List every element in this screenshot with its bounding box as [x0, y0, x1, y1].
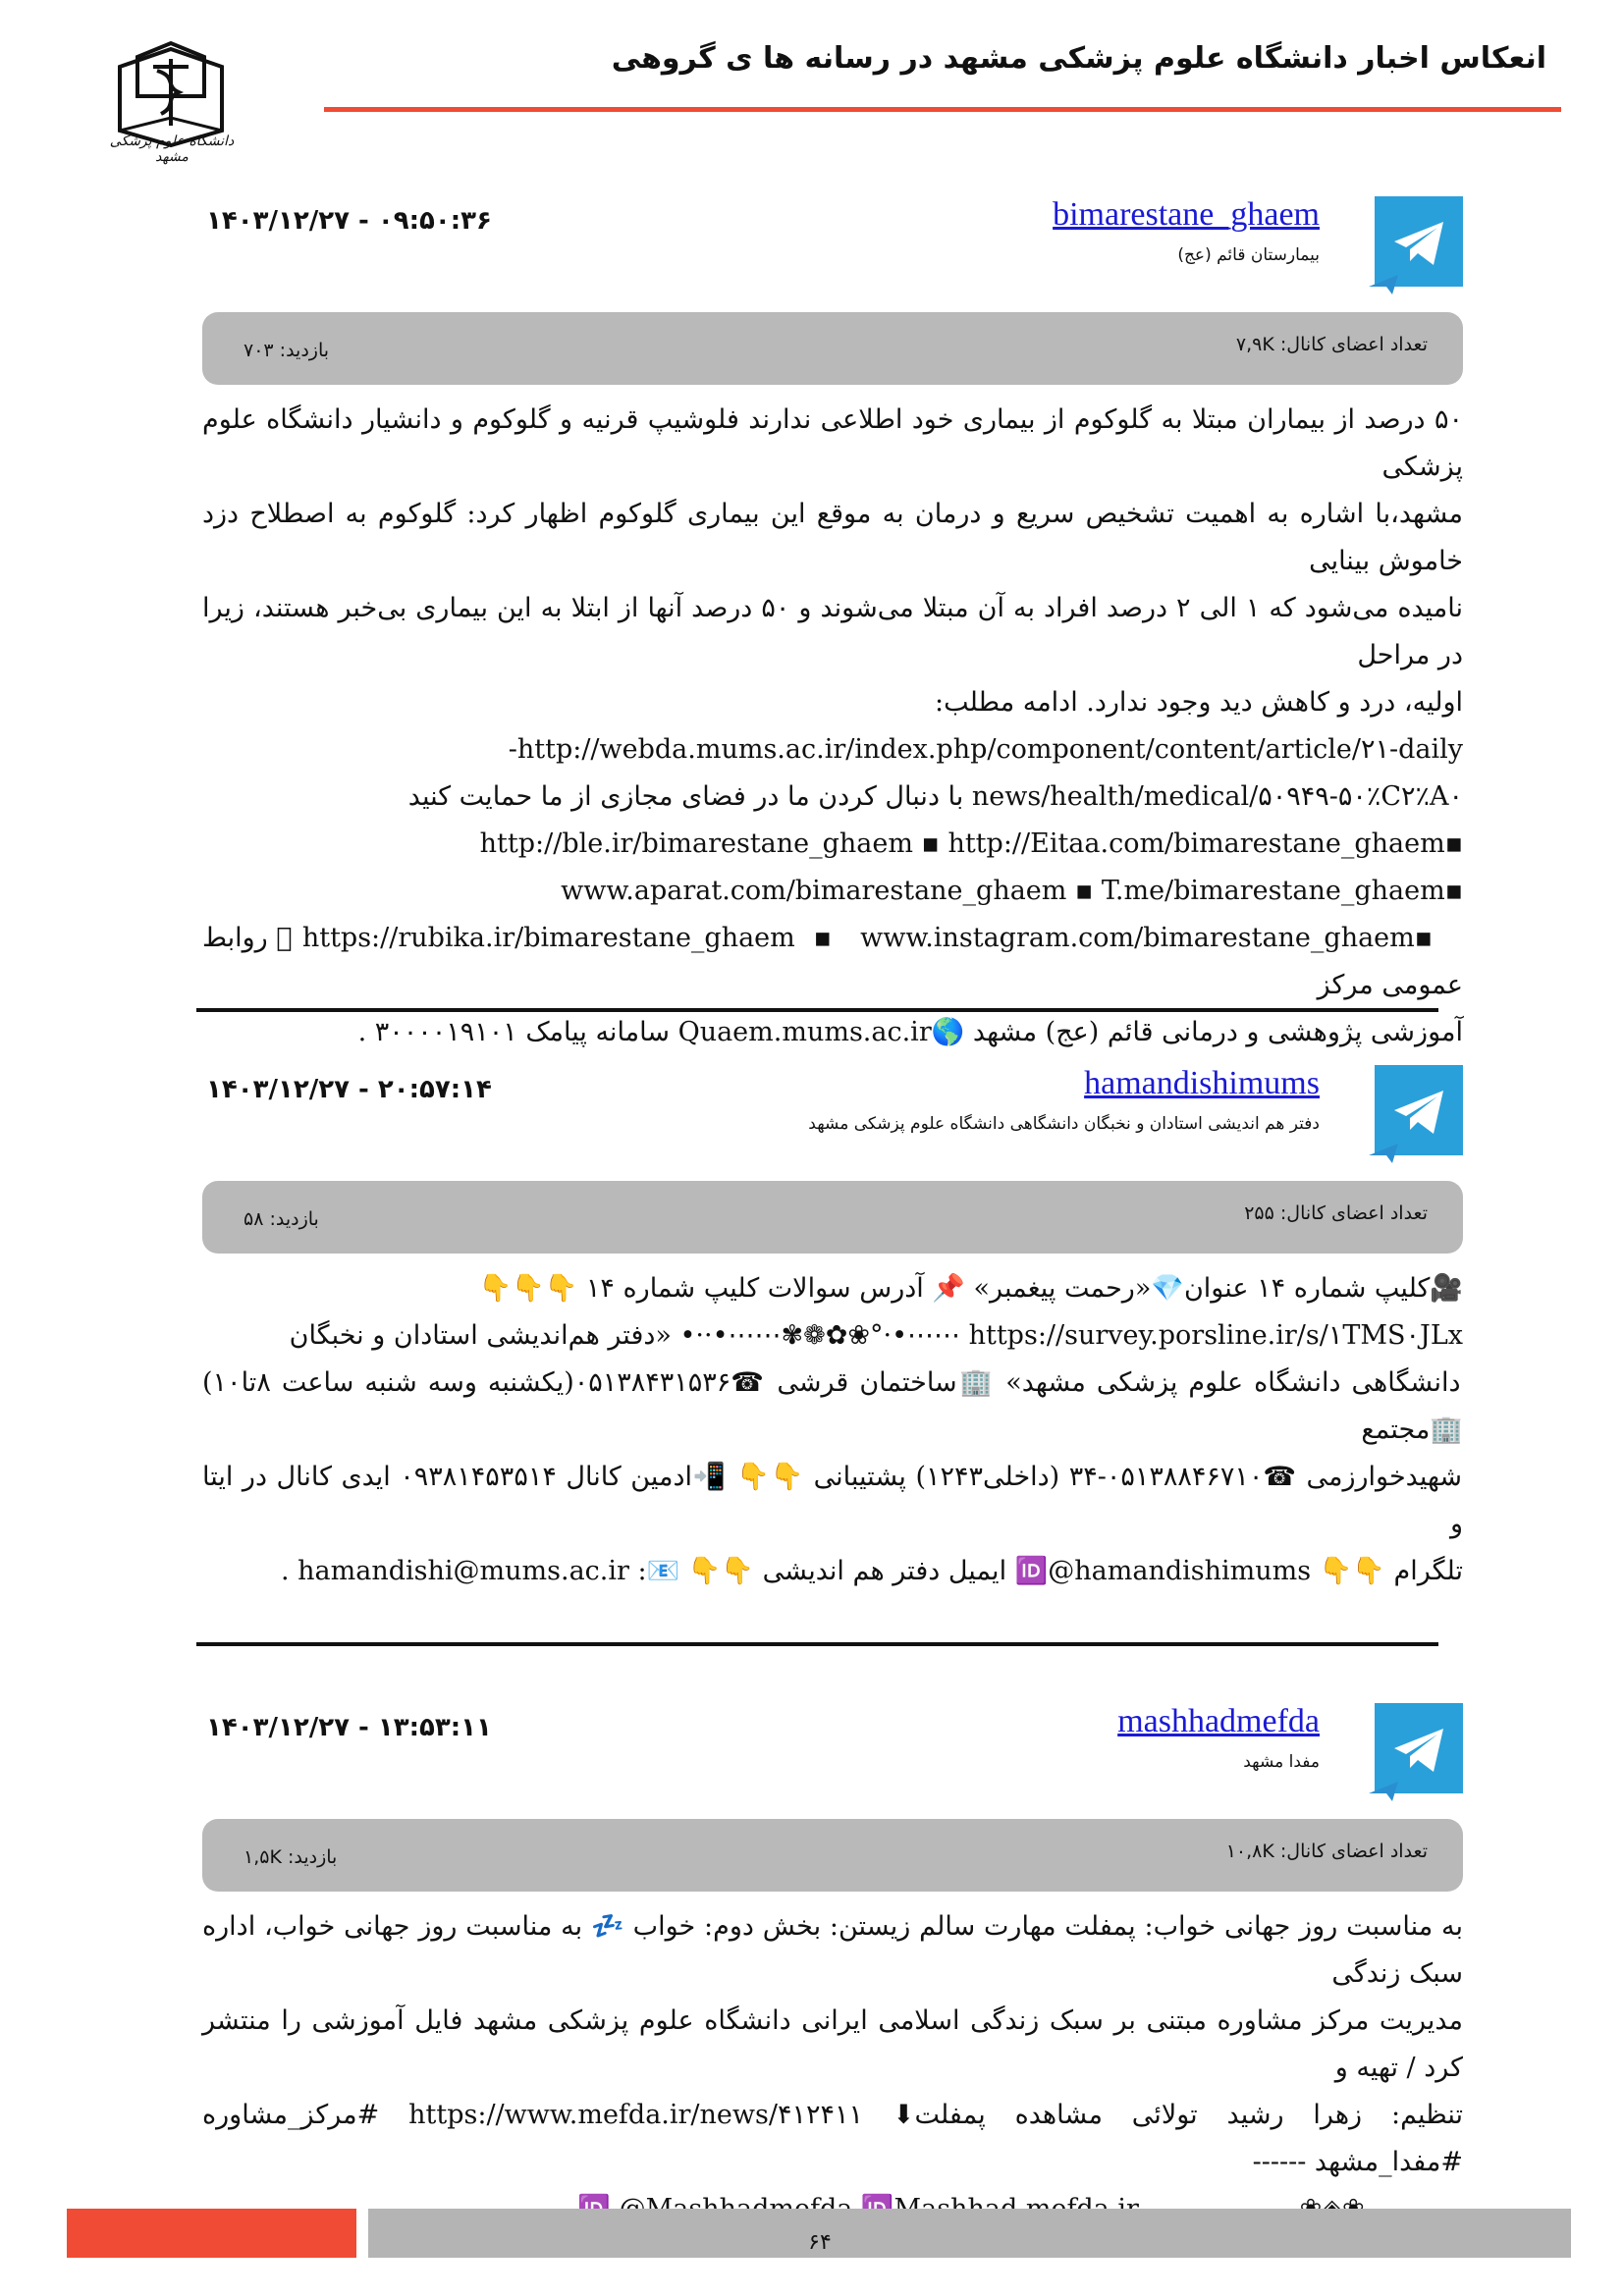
- post-body: [202, 1265, 1463, 1595]
- footer-bar: [368, 2209, 1571, 2258]
- post-line: به مناسبت روز جهانی خواب: پمفلت مهارت سالم زیستن: بخش دوم: خواب 💤 به مناسبت روز جهانی خواب، اداره سبک زندگی: [202, 1911, 1463, 1989]
- post-card: [196, 1703, 1463, 2177]
- post-datetime: ۱۴۰۳/۱۲/۲۷ - ۲۰:۵۷:۱۴: [206, 1075, 492, 1104]
- post-line: 🎥کلیپ شماره ۱۴ عنوان💎«رحمت پیغمبر» 📌 آدرس سوالات کلیپ شماره ۱۴ 👇👇👇: [478, 1273, 1463, 1304]
- post-body: [202, 397, 1463, 1056]
- channel-link[interactable]: mashhadmefda: [1117, 1703, 1320, 1739]
- post-line: news/health/medical/۵۰۹۴۹-۵۰٪C۲٪A۰ با دنبال کردن ما در فضای مجازی از ما حمایت کنید: [407, 781, 1463, 812]
- post-line: ▪http://ble.ir/bimarestane_ghaem ▪ http://Eitaa.com/bimarestane_ghaem: [479, 828, 1463, 859]
- post-line: اولیه، درد و کاهش دید وجود ندارد. ادامه مطلب:: [935, 687, 1463, 718]
- telegram-icon: [1369, 196, 1463, 294]
- post-line: شهیدخوارزمی ☎۰۵۱۳۸۸۴۶۷۱۰-۳۴ (داخلی۱۲۴۳) پشتیبانی 👇👇 📲ادمین کانال ۰۹۳۸۱۴۵۳۵۱۴ ایدی کانال در ایتا و: [202, 1462, 1463, 1539]
- post-body: [202, 1903, 1463, 2233]
- post-datetime: ۱۴۰۳/۱۲/۲۷ - ۱۳:۵۳:۱۱: [206, 1713, 492, 1742]
- post-line: نامیده می‌شود که ۱ الی ۲ درصد افراد به آن مبتلا می‌شوند و ۵۰ درصد آنها از ابتلا به این بیماری بی‌خبر هستند، زیرا در مراحل: [202, 593, 1464, 670]
- members-count: تعداد اعضای کانال: ۱۰,۸K: [1225, 1841, 1428, 1862]
- post-card: [196, 196, 1464, 1047]
- page-number: ۶۴: [808, 2230, 832, 2255]
- post-line: ▪www.aparat.com/bimarestane_ghaem ▪ T.me/bimarestane_ghaem: [561, 876, 1463, 906]
- post-line: آموزشی پژوهشی و درمانی قائم (عج) مشهد 🌎Quaem.mums.ac.ir سامانه پیامک ۳۰۰۰۰۱۹۱۰۱ .: [357, 1017, 1463, 1047]
- post-link[interactable]: http://webda.mums.ac.ir/index.php/component/content/article/۲۱-daily-: [508, 734, 1463, 765]
- section-divider: [196, 1642, 1438, 1646]
- post-line: ▪https://rubika.ir/bimarestane_ghaem ▪ www.instagram.com/bimarestane_ghaem 🏻روابط عمومی مرکز: [202, 923, 1463, 1000]
- views-count: بازدید: ۱,۵K: [244, 1846, 338, 1868]
- header-divider: [324, 107, 1561, 112]
- stats-bar: [202, 312, 1463, 385]
- footer-accent-bar: [67, 2209, 356, 2258]
- channel-link[interactable]: bimarestane_ghaem: [1053, 196, 1320, 233]
- page-title: انعکاس اخبار دانشگاه علوم پزشکی مشهد در رسانه ها ی گروهی: [611, 41, 1546, 76]
- views-count: بازدید: ۵۸: [244, 1208, 319, 1230]
- post-line: مدیریت مرکز مشاوره مبتنی بر سبک زندگی اسلامی ایرانی دانشگاه علوم پزشکی مشهد فایل آموزشی را منتشر کرد / تهیه و: [202, 2005, 1463, 2083]
- post-line: تنظیم: زهرا رشید تولائی مشاهده پمفلت⬇ https://www.mefda.ir/news/۴۱۲۴۱۱ #مرکز_مشاوره #مفدا_مشهد ------: [202, 2100, 1463, 2177]
- post-card: [196, 1065, 1463, 1586]
- channel-link[interactable]: hamandishimums: [1084, 1065, 1320, 1101]
- stats-bar: [202, 1181, 1463, 1254]
- post-line: دانشگاهی دانشگاه علوم پزشکی مشهد» 🏢ساختمان قرشی ☎۰۵۱۳۸۴۳۱۵۳۶(یکشنبه وسه شنبه ساعت ۸تا۱۰) 🏢مجتمع: [202, 1367, 1463, 1445]
- post-datetime: ۱۴۰۳/۱۲/۲۷ - ۰۹:۵۰:۳۶: [206, 206, 492, 236]
- stats-bar: [202, 1819, 1463, 1892]
- post-line: https://survey.porsline.ir/s/۱TMS۰JLx ⋯⋯•·°❀✿❁✾⋯⋯•··• «دفتر هم‌اندیشی استادان و نخبگان: [289, 1320, 1463, 1351]
- post-line: مشهد،با اشاره به اهمیت تشخیص سریع و درمان به موقع این بیماری گلوکوم اظهار کرد: گلوکوم به اصطلاح دزد خاموش بینایی: [202, 499, 1463, 576]
- telegram-icon: [1369, 1065, 1463, 1163]
- post-line: تلگرام 👇👇 🆔@hamandishimums ایمیل دفتر هم اندیشی 👇👇 📧: hamandishi@mums.ac.ir .: [280, 1556, 1463, 1586]
- members-count: تعداد اعضای کانال: ۲۵۵: [1244, 1202, 1428, 1224]
- post-line: ۵۰ درصد از بیماران مبتلا به گلوکوم از بیماری خود اطلاعی ندارند فلوشیپ قرنیه و گلوکوم و دانشیار دانشگاه علوم پزشکی: [202, 404, 1463, 482]
- channel-subtitle: دفتر هم اندیشی استادان و نخبگان دانشگاهی دانشگاه علوم پزشکی مشهد: [808, 1114, 1320, 1134]
- section-divider: [196, 1008, 1438, 1012]
- channel-subtitle: مفدا مشهد: [1243, 1752, 1320, 1772]
- members-count: تعداد اعضای کانال: ۷,۹K: [1235, 334, 1428, 355]
- channel-subtitle: بیمارستان قائم (عج): [1177, 245, 1320, 265]
- logo-caption: دانشگاه علوم پزشکی مشهد: [109, 133, 235, 165]
- views-count: بازدید: ۷۰۳: [244, 340, 330, 361]
- telegram-icon: [1369, 1703, 1463, 1801]
